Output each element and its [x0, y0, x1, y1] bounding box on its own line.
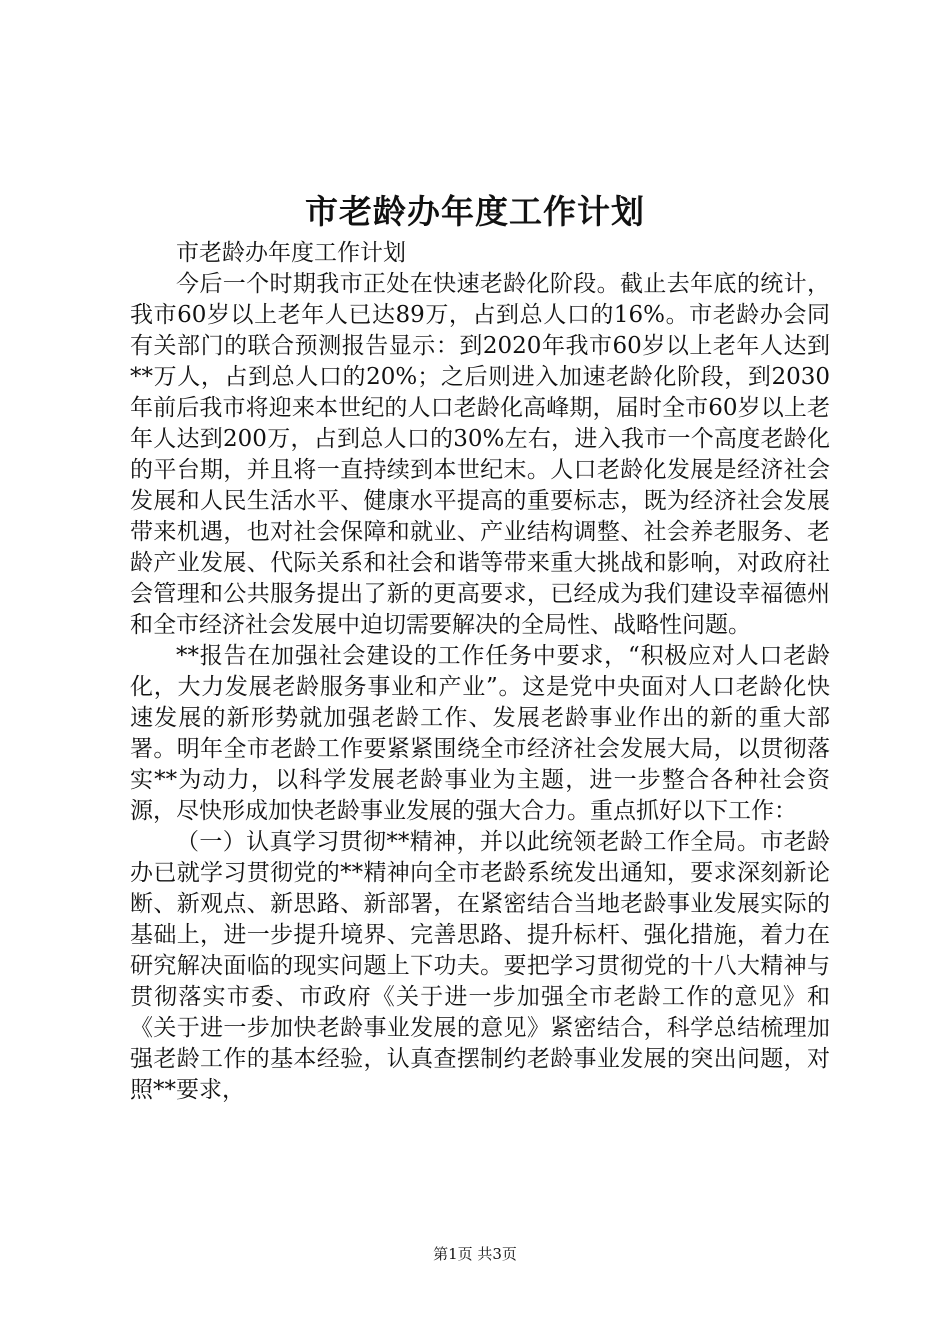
page-indicator: 第1页 共3页 — [433, 1245, 517, 1263]
document-body — [130, 238, 830, 1106]
paragraph-subtitle: 市老龄办年度工作计划 — [176, 240, 406, 266]
page-footer — [0, 1243, 950, 1264]
paragraph-1: 今后一个时期我市正处在快速老龄化阶段。截止去年底的统计，我市60岁以上老年人已达89万，占到总人口的16%。市老龄办会同有关部门的联合预测报告显示：到2020年我市60岁以上老年人达到**万人，占到总人口的20%；之后则进入加速老龄化阶段，到2030年前后我市将迎来本世纪的人口老龄化高峰期，届时全市60岁以上老年人达到200万，占到总人口的30%左右，进入我市一个高度老龄化的平台期，并且将一直持续到本世纪末。人口老龄化发展是经济社会发展和人民生活水平、健康水平提高的重要标志，既为经济社会发展带来机遇，也对社会保障和就业、产业结构调整、社会养老服务、老龄产业发展、代际关系和社会和谐等带来重大挑战和影响，对政府社会管理和公共服务提出了新的更高要求，已经成为我们建设幸福德州和全市经济社会发展中迫切需要解决的全局性、战略性问题。 — [130, 271, 830, 638]
paragraph-3: （一）认真学习贯彻**精神，并以此统领老龄工作全局。市老龄办已就学习贯彻党的**精神向全市老龄系统发出通知，要求深刻新论断、新观点、新思路、新部署，在紧密结合当地老龄事业发展实际的基础上，进一步提升境界、完善思路、提升标杆、强化措施，着力在研究解决面临的现实问题上下功夫。要把学习贯彻党的十八大精神与贯彻落实市委、市政府《关于进一步加强全市老龄工作的意见》和《关于进一步加快老龄事业发展的意见》紧密结合，科学总结梳理加强老龄工作的基本经验，认真查摆制约老龄事业发展的突出问题，对照**要求， — [130, 829, 830, 1103]
paragraph-2: **报告在加强社会建设的工作任务中要求，“积极应对人口老龄化，大力发展老龄服务事业和产业”。这是党中央面对人口老龄化快速发展的新形势就加强老龄工作、发展老龄事业作出的新的重大部署。明年全市老龄工作要紧紧围绕全市经济社会发展大局，以贯彻落实**为动力，以科学发展老龄事业为主题，进一步整合各种社会资源，尽快形成加快老龄事业发展的强大合力。重点抓好以下工作： — [130, 643, 830, 824]
document-title: 市老龄办年度工作计划 — [305, 192, 645, 231]
